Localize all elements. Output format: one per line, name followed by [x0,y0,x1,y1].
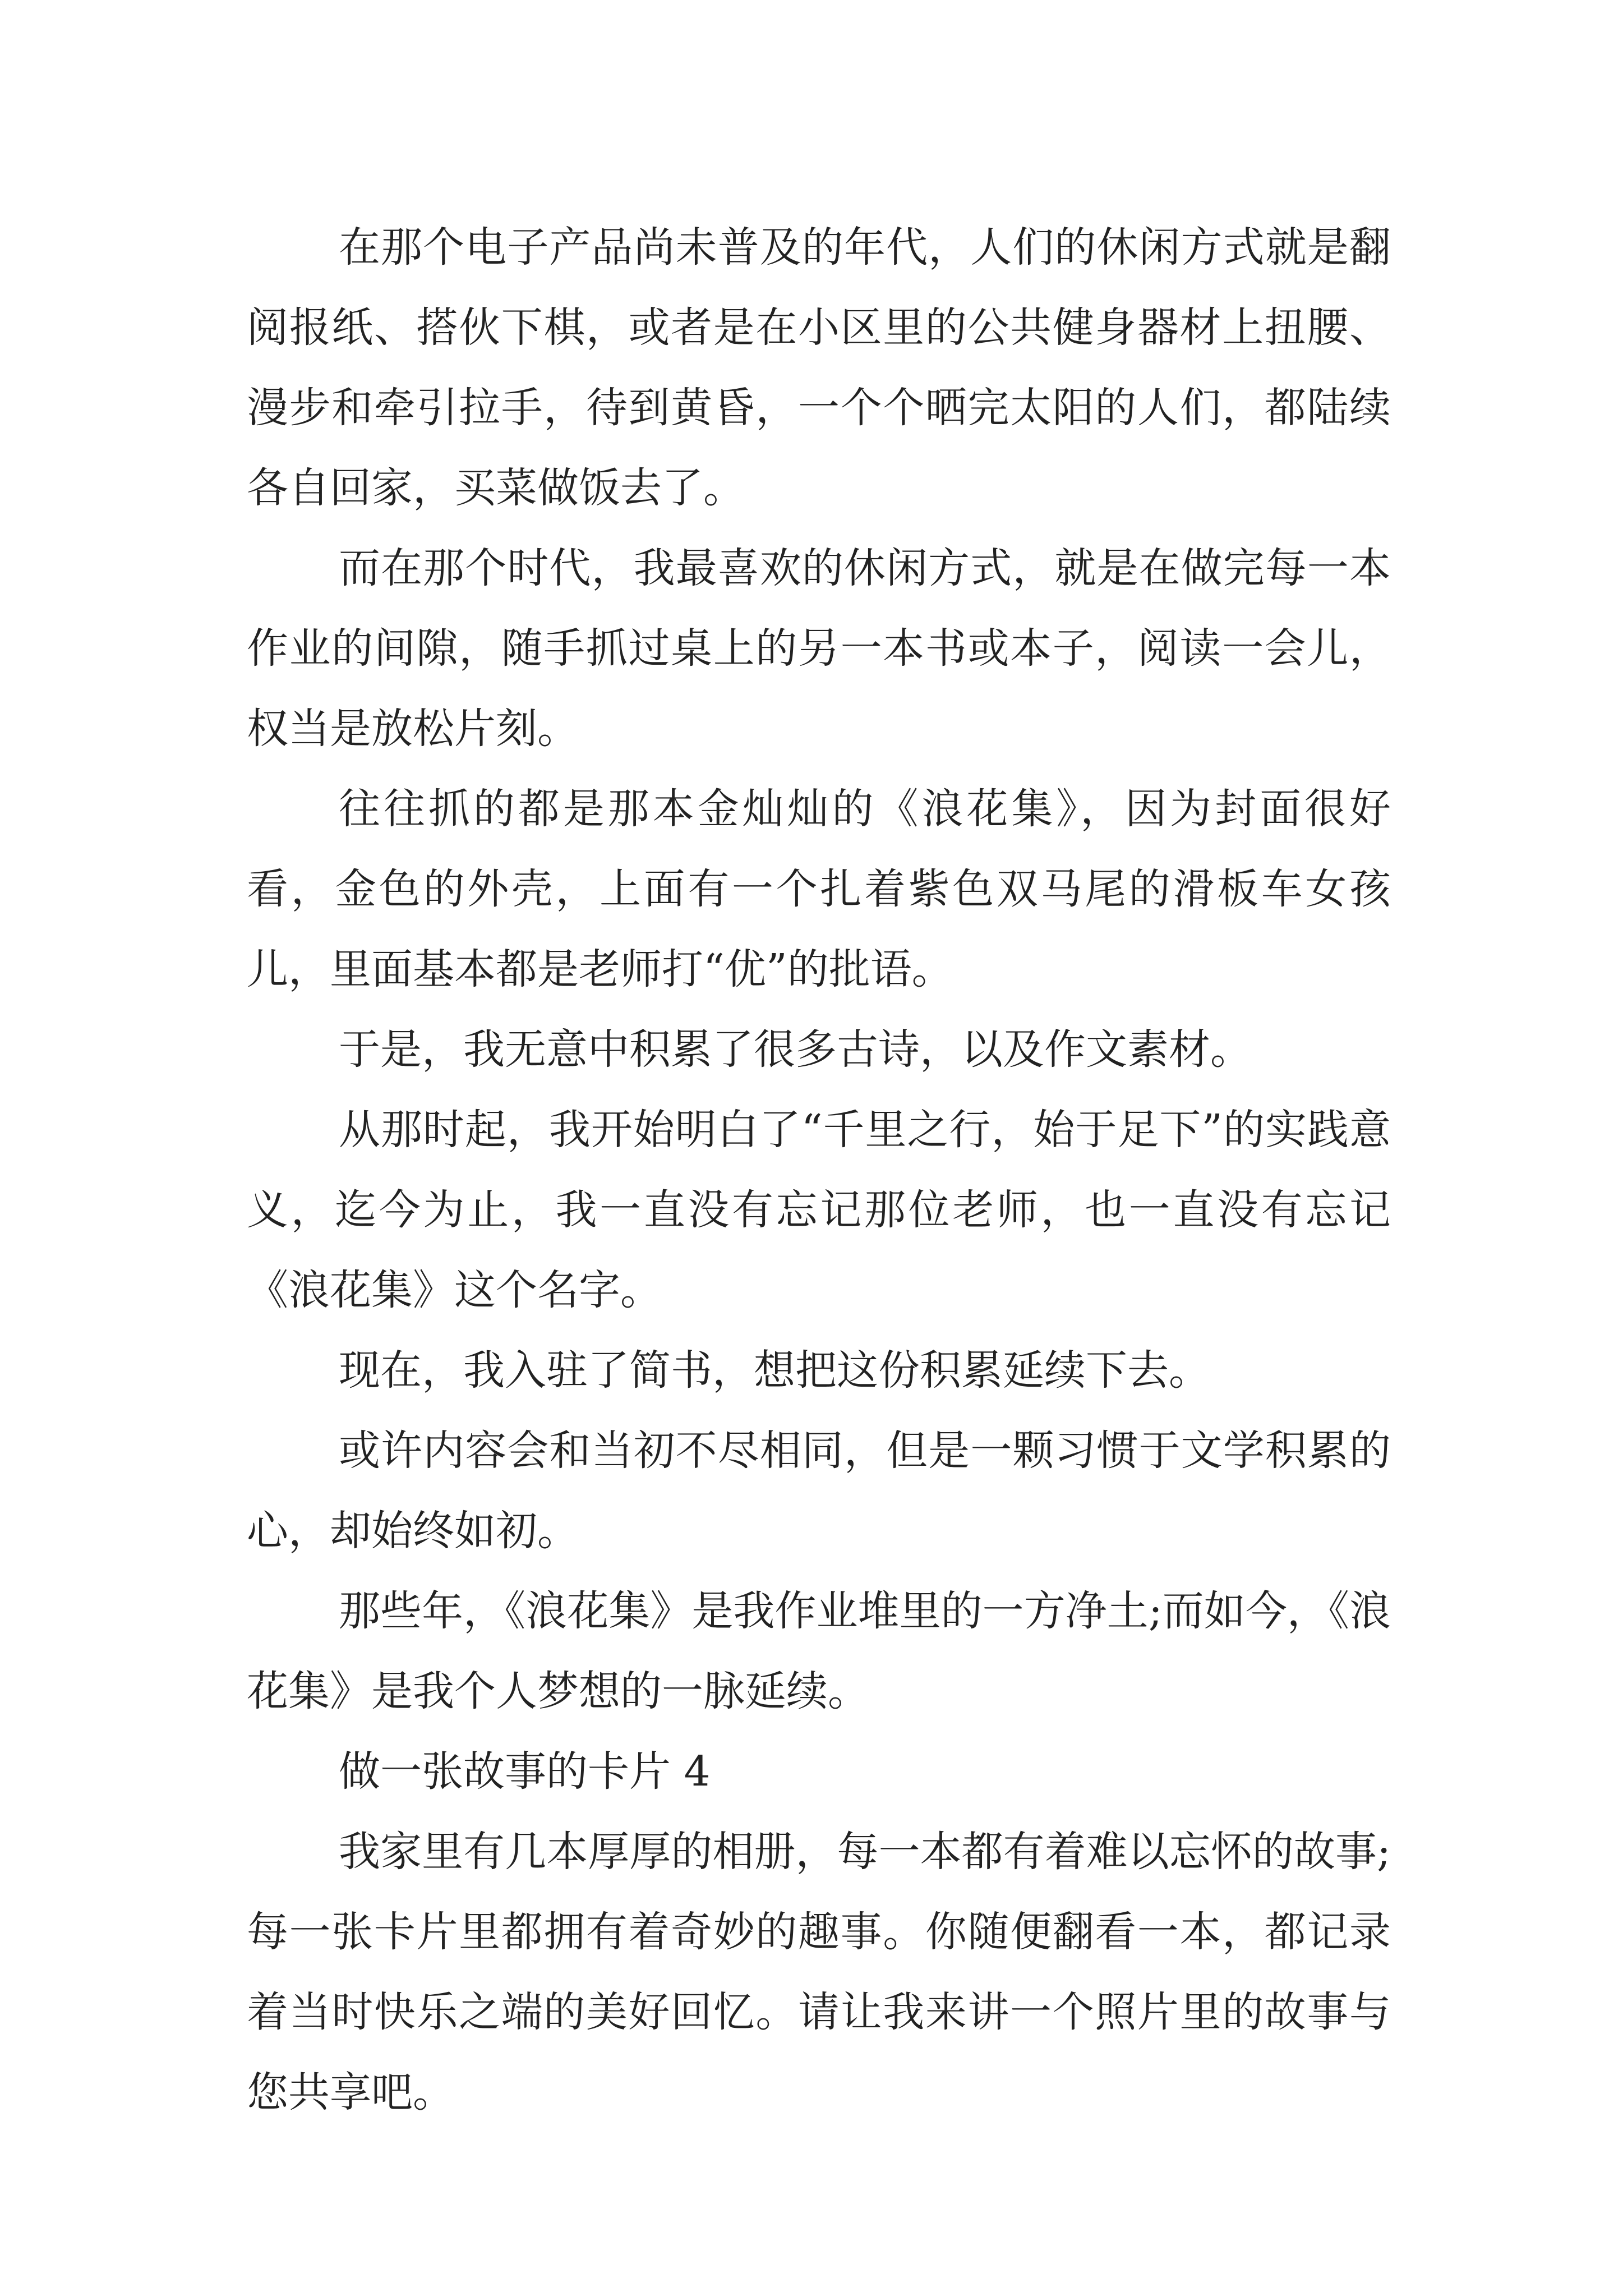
paragraph-5: 从那时起，我开始明白了“千里之行，始于足下”的实践意义，迄今为止，我一直没有忘记那位老师，也一直没有忘记《浪花集》这个名字。 [247,1106,1391,1314]
paragraph-8: 那些年，《浪花集》是我作业堆里的一方净土;而如今，《浪花集》是我个人梦想的一脉延续。 [247,1587,1391,1715]
paragraph-2: 而在那个时代，我最喜欢的休闲方式，就是在做完每一本作业的间隙，随手抓过桌上的另一本书或本子，阅读一会儿，权当是放松片刻。 [247,544,1391,753]
paragraph-1: 在那个电子产品尚未普及的年代，人们的休闲方式就是翻阅报纸、搭伙下棋，或者是在小区里的公共健身器材上扭腰、漫步和牵引拉手，待到黄昏，一个个晒完太阳的人们，都陆续各自回家，买菜做饭去了。 [247,223,1391,512]
paragraph-6: 现在，我入驻了简书，想把这份积累延续下去。 [339,1346,1210,1395]
paragraph-3: 往往抓的都是那本金灿灿的《浪花集》，因为封面很好看，金色的外壳，上面有一个扎着紫色双马尾的滑板车女孩儿，里面基本都是老师打“优”的批语。 [247,785,1391,993]
document-body [247,208,1391,2133]
paragraph-9: 我家里有几本厚厚的相册，每一本都有着难以忘怀的故事;每一张卡片里都拥有着奇妙的趣事。你随便翻看一本，都记录着当时快乐之端的美好回忆。请让我来讲一个照片里的故事与您共享吧。 [247,1828,1391,2116]
paragraph-7: 或许内容会和当初不尽相同，但是一颗习惯于文学积累的心，却始终如初。 [247,1427,1391,1555]
paragraph-4: 于是，我无意中积累了很多古诗，以及作文素材。 [339,1025,1252,1074]
section-heading: 做一张故事的卡片 4 [339,1747,711,1796]
